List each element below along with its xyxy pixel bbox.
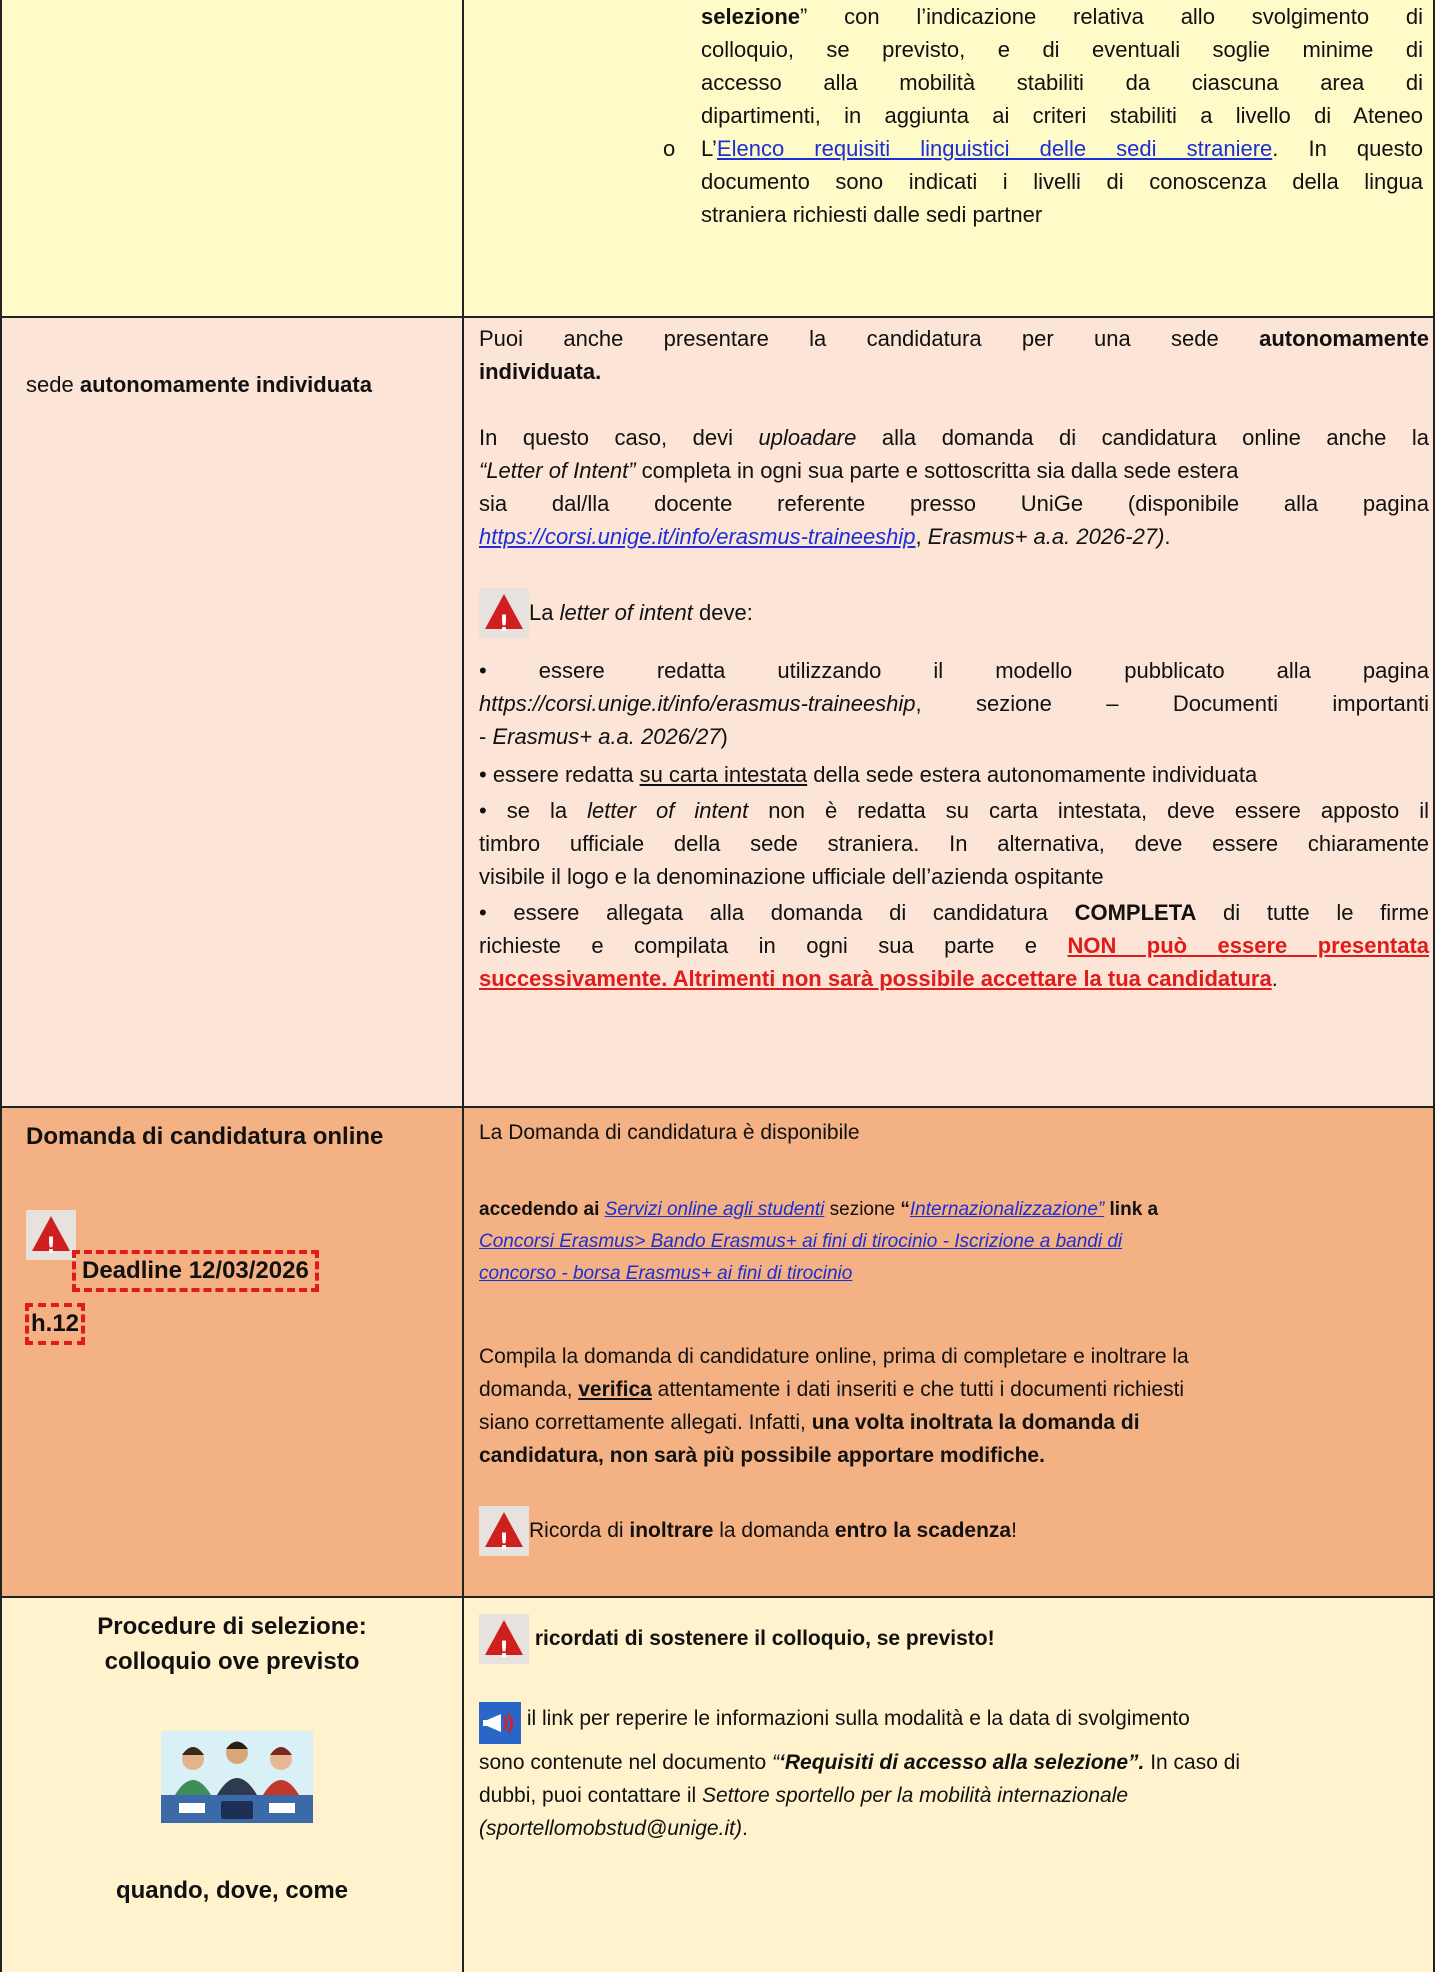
bullet-marker: o bbox=[663, 136, 676, 161]
alert-warning-text: successivamente. Altrimenti non sarà possibile accettare la tua candidatura bbox=[479, 966, 1272, 991]
warning-icon bbox=[479, 588, 529, 638]
online-application-title: Domanda di candidatura online bbox=[26, 1123, 384, 1150]
row-requirements bbox=[2, 0, 1435, 318]
elenco-requisiti-link[interactable]: Elenco requisiti linguistici delle sedi straniere bbox=[716, 136, 1273, 161]
deadline-badge: Deadline 12/03/2026 bbox=[72, 1250, 319, 1292]
row-online-application-right-cell: La Domanda di candidatura è disponibile accedendo ai Servizi online agli studenti sezione “Internazionalizzazione” link a Concorsi Erasmus> Bando Erasmus+ ai fini di tirocinio - Iscrizione a bandi di concorso - borsa Erasmus+ ai fini di tirocinio Compila la domanda di candidature online, prima di completare e inoltrare la domanda, verifica attentamente i dati inseriti e che tutti i documenti richiesti siano correttamente allegati. Infatti, una volta inoltrata la domanda di candidatura, non sarà più possibile apportare modifiche. !Ricorda di inoltrare la domanda entro la scadenza! bbox=[464, 1108, 1435, 1596]
row-autonomous-site bbox=[2, 318, 1435, 1108]
servizi-online-link[interactable]: Servizi online agli studenti bbox=[604, 1199, 825, 1220]
megaphone-icon bbox=[479, 1702, 521, 1744]
row-requirements-left-cell bbox=[2, 0, 464, 316]
row-autonomous-site-right-cell: Puoi anche presentare la candidatura per una sede autonomamente individuata. In questo caso, devi uploadare alla domanda di candidatura online anche la “Letter of Intent” completa in ogni sua parte e sottoscritta sia dalla sede estera sia dal/lla docente referente presso UniGe (disponibile alla pagina https://corsi.unige.it/info/erasmus-traineeship, Erasmus+ a.a. 2026-27). !La letter of intent deve: • essere redatta utilizzando il modello pubblicato alla pagina https://corsi.unige.it/info/erasmus-traineeship, sezione – Documenti importanti - Erasmus+ a.a. 2026/27) • essere redatta su carta intestata della sede estera autonomamente individuata • se la letter of intent non è redatta su carta intestata, deve essere apposto il timbro ufficiale della sede straniera. In alternativa, deve essere chiaramente visibile il logo e la denominazione ufficiale dell’azienda ospitante • essere allegata alla domanda di candidatura COMPLETA di tutte le firme richieste e compilata in ogni sua parte e NON può essere presentata successivamente. Altrimenti non sarà possibile accettare la tua candidatura. bbox=[464, 318, 1435, 1106]
bando-erasmus-link[interactable]: Concorsi Erasmus> Bando Erasmus+ ai fini di tirocinio - Iscrizione a bandi di bbox=[479, 1231, 1123, 1252]
selezione-text: selezione bbox=[701, 4, 801, 29]
row-selection-procedures-right-cell: ! ricordati di sostenere il colloquio, se previsto! il link per reperire le informazioni sulla modalità e la data di svolgimento sono contenute nel documento “‘Requisiti di accesso alla selezione”. In caso di dubbi, puoi contattare il Settore sportello per la mobilità internazionale (sportellomobstud@unige.it). bbox=[464, 1598, 1435, 1972]
row-selection-procedures-left-cell: Procedure di selezione: colloquio ove previsto quando, dove, come bbox=[2, 1598, 464, 1972]
warning-icon bbox=[26, 1210, 76, 1260]
internazionalizzazione-link[interactable]: Internazionalizzazione” bbox=[909, 1199, 1105, 1220]
concorso-borsa-link[interactable]: concorso - borsa Erasmus+ ai fini di tirocinio bbox=[479, 1263, 853, 1284]
row-online-application-left-cell bbox=[2, 1108, 464, 1596]
row-online-application bbox=[2, 1108, 1435, 1598]
row-selection-procedures bbox=[2, 1598, 1435, 1972]
warning-icon bbox=[479, 1506, 529, 1556]
interview-illustration-icon bbox=[161, 1731, 313, 1823]
row-autonomous-site-left-cell bbox=[2, 318, 464, 1106]
warning-icon bbox=[479, 1614, 529, 1664]
deadline-hour-badge: h.12 bbox=[25, 1303, 85, 1345]
erasmus-traineeship-link[interactable]: https://corsi.unige.it/info/erasmus-traineeship bbox=[479, 524, 916, 549]
row-requirements-right-cell: selezione” con l’indicazione relativa allo svolgimento di colloquio, se previsto, e di eventuali soglie minime di accesso alla mobilità stabiliti da ciascuna area di dipartimenti, in aggiunta ai criteri stabiliti a livello di Ateneo o L’Elenco requisiti linguistici delle sedi straniere. In questo documento sono indicati i livelli di conoscenza della lingua straniera richiesti dalle sedi partner bbox=[663, 4, 1423, 227]
autonomous-site-label: sede autonomamente individuata bbox=[26, 372, 372, 397]
